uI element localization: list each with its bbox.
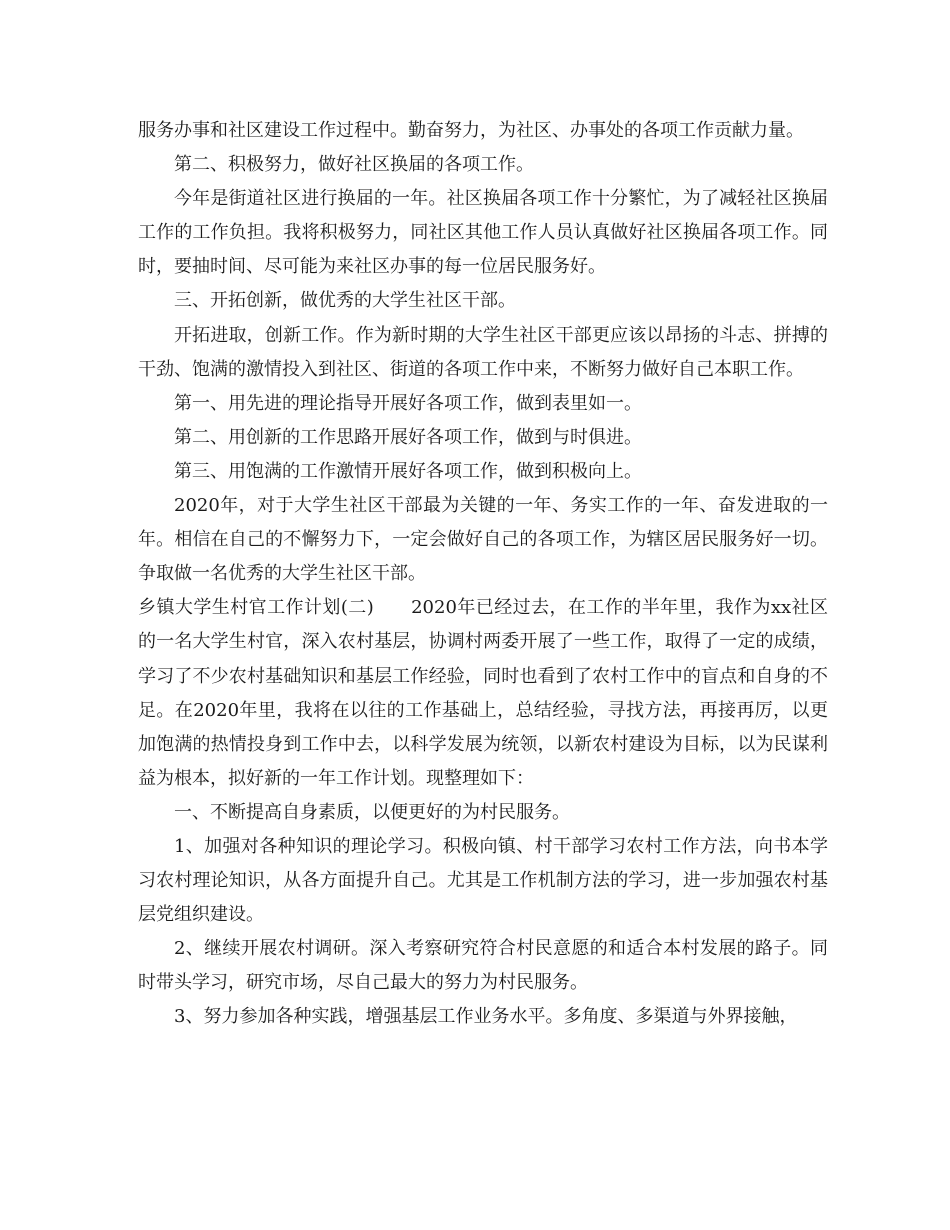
paragraph-5: 开拓进取，创新工作。作为新时期的大学生社区干部更应该以昂扬的斗志、拼搏的干劲、饱满的激情投入到社区、街道的各项工作中来，不断努力做好自己本职工作。 [138, 324, 828, 380]
paragraph-11: 一、不断提高自身素质，以便更好的为村民服务。 [174, 801, 570, 823]
paragraph-9: 2020年，对于大学生社区干部最为关键的一年、务实工作的一年、奋发进取的一年。相信在自己的不懈努力下，一定会做好自己的各项工作，为辖区居民服务好一切。争取做一名优秀的大学生社区干部。 [138, 495, 828, 585]
document-body [138, 114, 828, 1035]
paragraph-8: 第三、用饱满的工作激情开展好各项工作，做到积极向上。 [174, 460, 642, 482]
paragraph-4: 三、开拓创新，做优秀的大学生社区干部。 [174, 290, 516, 312]
paragraph-3: 今年是街道社区进行换届的一年。社区换届各项工作十分繁忙，为了减轻社区换届工作的工作负担。我将积极努力，同社区其他工作人员认真做好社区换届各项工作。同时，要抽时间、尽可能为来社区办事的每一位居民服务好。 [138, 188, 828, 278]
paragraph-1: 服务办事和社区建设工作过程中。勤奋努力，为社区、办事处的各项工作贡献力量。 [138, 120, 804, 141]
paragraph-7: 第二、用创新的工作思路开展好各项工作，做到与时俱进。 [174, 426, 642, 448]
paragraph-2: 第二、积极努力，做好社区换届的各项工作。 [174, 154, 534, 176]
paragraph-6: 第一、用先进的理论指导开展好各项工作，做到表里如一。 [174, 392, 642, 414]
paragraph-10: 乡镇大学生村官工作计划(二) 2020年已经过去，在工作的半年里，我作为xx社区的一名大学生村官，深入农村基层，协调村两委开展了一些工作，取得了一定的成绩，学习了不少农村基础知识和基层工作经验，同时也看到了农村工作中的盲点和自身的不足。在2020年里，我将在以往的工作基础上，总结经验，寻找方法，再接再厉，以更加饱满的热情投身到工作中去，以科学发展为统领，以新农村建设为目标，以为民谋利益为根本，拟好新的一年工作计划。现整理如下： [138, 597, 828, 789]
paragraph-14: 3、努力参加各种实践，增强基层工作业务水平。多角度、多渠道与外界接触， [174, 1006, 798, 1028]
paragraph-12: 1、加强对各种知识的理论学习。积极向镇、村干部学习农村工作方法，向书本学习农村理论知识，从各方面提升自己。尤其是工作机制方法的学习，进一步加强农村基层党组织建设。 [138, 835, 828, 926]
paragraph-13: 2、继续开展农村调研。深入考察研究符合村民意愿的和适合本村发展的路子。同时带头学习，研究市场，尽自己最大的努力为村民服务。 [138, 938, 828, 994]
